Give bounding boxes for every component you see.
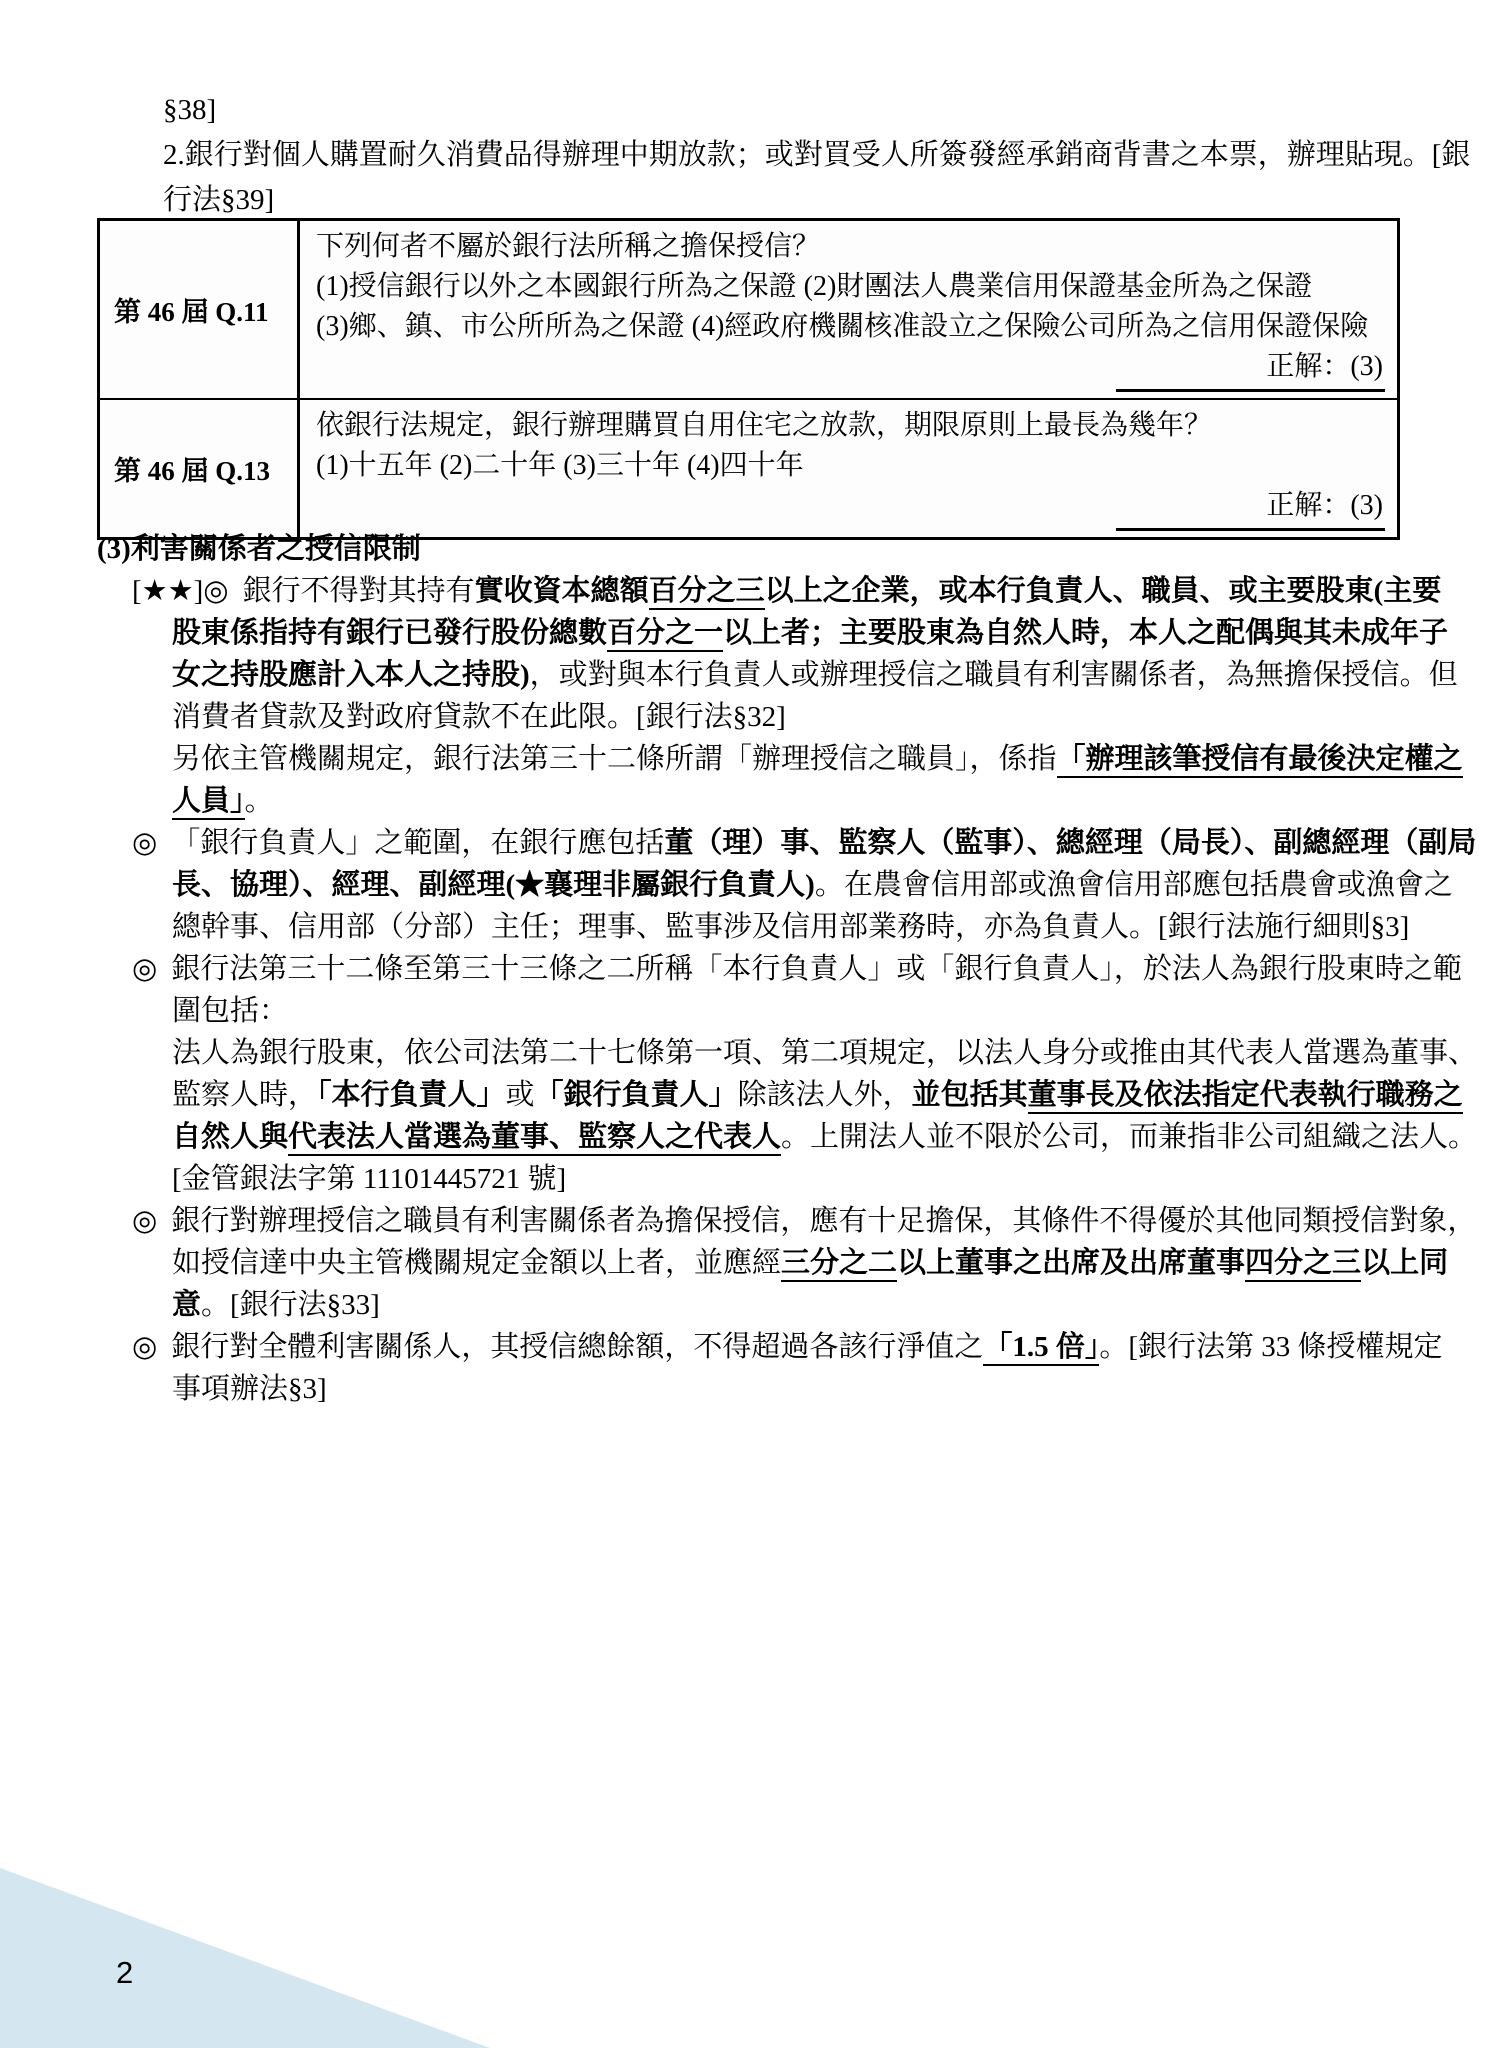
paragraph-line — [132, 1326, 1443, 1368]
paragraph-line — [132, 570, 1442, 612]
question-line: (1)授信銀行以外之本國銀行所為之保證 (2)財團法人農業信用保證基金所為之保證 — [316, 271, 1313, 302]
text-run: 百分之一 — [607, 617, 723, 652]
text-run: 「銀行負責人」 — [534, 1079, 738, 1111]
text-run: 監察人時， — [172, 1079, 318, 1111]
paragraph-line — [172, 1158, 1427, 1200]
text-run: 以上同 — [1361, 1247, 1449, 1279]
text-run: 。在農會信用部或漁會信用部應包括農會或漁會之 — [814, 869, 1453, 901]
question-table — [97, 218, 1400, 540]
paragraph-line — [172, 654, 1458, 696]
text-run: 百分之三 — [649, 575, 765, 610]
text-run: 事項辦法§3] — [172, 1373, 327, 1405]
question-line: (1)十五年 (2)二十年 (3)三十年 (4)四十年 — [316, 450, 804, 481]
text-run: 銀行不得對其持有 — [242, 575, 475, 607]
paragraph-line — [172, 1116, 1478, 1158]
paragraph-line — [172, 1284, 1427, 1326]
bullet-marker: ◎ — [132, 827, 158, 859]
text-run: 實收資本總額 — [474, 575, 649, 607]
paragraph-line — [172, 738, 1463, 780]
text-run: 意 — [172, 1289, 202, 1321]
text-run: 銀行對全體利害關係人，其授信總餘額，不得超過各該行淨值之 — [171, 1331, 984, 1363]
intro-line: 2.銀行對個人購置耐久消費品得辦理中期放款；或對買受人所簽發經承銷商背書之本票，辦理貼現。[銀 — [163, 139, 1471, 171]
paragraph — [132, 822, 1477, 948]
text-run: 「本行負責人」 — [317, 1079, 506, 1111]
text-run: 法人為銀行股東，依公司法第二十七條第一項、第二項規定，以法人身分或推由其代表人當選為董事、 — [172, 1037, 1478, 1069]
text-run: 以上之企業，或本行負責人、職員、或主要股東(主要 — [764, 575, 1442, 607]
corner-triangle-decoration — [0, 1868, 490, 2048]
text-run: 銀行對辦理授信之職員有利害關係者為擔保授信，應有十足擔保，其條件不得優於其他同類授信對象， — [171, 1205, 1477, 1237]
text-run: [金管銀法字第 11101445721 號] — [172, 1163, 567, 1195]
text-run: 三分之二 — [781, 1247, 897, 1282]
question-row — [100, 221, 1397, 398]
question-label: 第 46 屆 Q.11 — [100, 221, 300, 398]
text-run: 女之持股應計入本人之持股) — [172, 659, 530, 691]
intro-block — [163, 88, 1470, 223]
text-run: 。[銀行法§33] — [201, 1289, 380, 1321]
text-run: ，或對與本行負責人或辦理授信之職員有利害關係者，為無擔保授信。但 — [529, 659, 1458, 691]
intro-line: 行法§39] — [163, 184, 275, 216]
paragraph-line — [172, 1032, 1478, 1074]
bullet-marker: ◎ — [132, 1331, 158, 1363]
text-run: 消費者貸款及對政府貸款不在此限。[銀行法§32] — [172, 701, 786, 733]
text-run: 「辦理該筆授信有最後決定權之 — [1057, 743, 1463, 778]
paragraph-line — [172, 780, 1427, 822]
section-heading: (3)利害關係者之授信限制 — [97, 533, 421, 565]
section-paragraphs — [132, 570, 1478, 1410]
text-run: 。上開法人並不限於公司，而兼指非公司組織之法人。 — [781, 1121, 1478, 1153]
question-line: 下列何者不屬於銀行法所稱之擔保授信？ — [316, 231, 821, 262]
paragraph-line — [132, 1200, 1477, 1242]
bullet-marker: ◎ — [132, 1205, 158, 1237]
paragraph-line — [172, 864, 1453, 906]
text-run: 。[銀行法第 33 條授權規定 — [1099, 1331, 1443, 1363]
question-body — [300, 221, 1397, 398]
paragraph-line — [172, 1074, 1463, 1116]
text-run: 。 — [244, 785, 274, 817]
intro-line: §38] — [163, 94, 217, 126]
text-run: 總幹事、信用部（分部）主任；理事、監事涉及信用部業務時，亦為負責人。[銀行法施行細則§3] — [172, 911, 1410, 943]
paragraph-line — [132, 948, 1462, 990]
question-line: 依銀行法規定，銀行辦理購買自用住宅之放款，期限原則上最長為幾年？ — [316, 410, 1213, 441]
bullet-marker: [★★]◎ — [132, 575, 229, 607]
text-run: 另依主管機關規定，銀行法第三十二條所謂「辦理授信之職員」，係指 — [172, 743, 1057, 775]
text-run: 長、協理）、經理、副經理(★襄理非屬銀行負責人) — [172, 869, 815, 901]
text-run: 代表法人當選為董事、監察人之代表人 — [288, 1121, 781, 1156]
paragraph-line — [172, 612, 1449, 654]
paragraph-line — [132, 822, 1477, 864]
text-run: 「銀行負責人」之範圍，在銀行應包括 — [171, 827, 665, 859]
bullet-marker: ◎ — [132, 953, 158, 985]
text-run: 銀行法第三十二條至第三十三條之二所稱「本行負責人」或「銀行負責人」，於法人為銀行股東時之範 — [171, 953, 1462, 985]
section-credit-limits — [97, 528, 1478, 1410]
text-run: 圍包括： — [172, 995, 289, 1027]
answer-line — [316, 486, 1385, 531]
question-label: 第 46 屆 Q.13 — [100, 400, 300, 537]
paragraph-line — [172, 1242, 1449, 1284]
text-run: 董（理）事、監察人（監事）、總經理（局長）、副總經理（副局 — [664, 827, 1477, 859]
paragraph — [132, 1200, 1477, 1326]
text-run: 如授信達中央主管機關規定金額以上者，並應經 — [172, 1247, 782, 1279]
question-row — [100, 398, 1397, 537]
paragraph — [132, 948, 1478, 1200]
text-run: 股東係指持有銀行已發行股份總數 — [172, 617, 608, 649]
text-run: 四分之三 — [1245, 1247, 1361, 1282]
answer-text: 正解：(3) — [1116, 486, 1385, 531]
text-run: 以上董事之出席及出席董事 — [897, 1247, 1246, 1279]
paragraph — [132, 1326, 1443, 1410]
text-run: 以上者；主要股東為自然人時，本人之配偶與其未成年子 — [723, 617, 1449, 649]
text-run: 自然人與 — [172, 1121, 289, 1153]
paragraph — [132, 570, 1463, 822]
text-run: 除該法人外， — [737, 1079, 912, 1111]
answer-text: 正解：(3) — [1116, 347, 1385, 392]
text-run: 或 — [505, 1079, 535, 1111]
text-run: 董事長及依法指定代表執行職務之 — [1028, 1079, 1463, 1114]
paragraph-line — [172, 990, 1427, 1032]
text-run: 並包括其 — [911, 1079, 1028, 1111]
question-line: (3)鄉、鎮、市公所所為之保證 (4)經政府機關核准設立之保險公司所為之信用保證保險 — [316, 311, 1369, 342]
question-body — [300, 400, 1397, 537]
paragraph-line — [172, 696, 1427, 738]
text-run: 「1.5 倍」 — [983, 1331, 1099, 1366]
answer-line — [316, 347, 1385, 392]
text-run: 人員」 — [172, 785, 245, 820]
paragraph-line — [172, 1368, 1427, 1410]
paragraph-line — [172, 906, 1427, 948]
page-number: 2 — [116, 1955, 134, 1990]
